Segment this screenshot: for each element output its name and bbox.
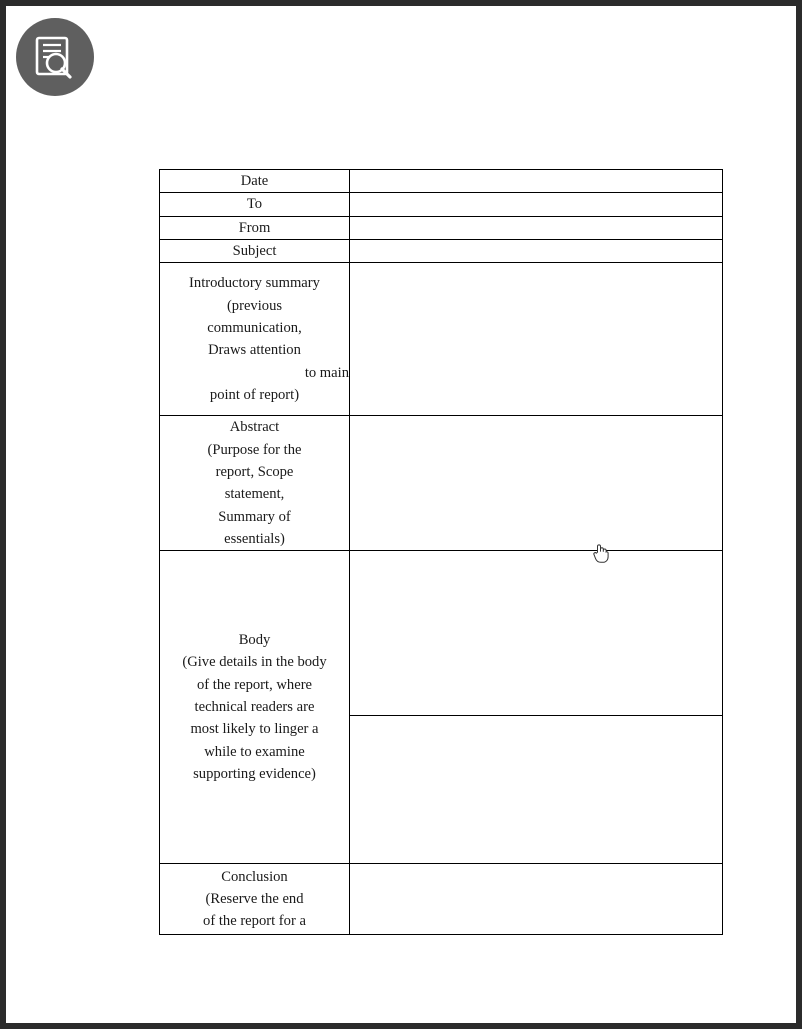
label-line: Introductory summary — [189, 275, 320, 292]
label-line: most likely to linger a — [190, 721, 319, 738]
row-value-body-lower[interactable] — [350, 716, 723, 864]
table-row — [160, 416, 723, 551]
row-value-conclusion[interactable] — [350, 864, 723, 935]
row-label-conclusion — [160, 864, 350, 935]
label-line: (Give details in the body — [182, 654, 327, 671]
table-row — [160, 239, 723, 262]
label-line: Subject — [232, 242, 277, 259]
row-value-to[interactable] — [350, 193, 723, 216]
label-line: Summary of — [218, 508, 291, 525]
label-line: Date — [240, 173, 269, 189]
label-line: Conclusion — [221, 868, 288, 885]
table-row — [160, 216, 723, 239]
row-label-introductory-summary — [160, 263, 350, 416]
label-line: To — [246, 196, 263, 213]
row-value-introductory-summary[interactable] — [350, 263, 723, 416]
row-label-date — [160, 170, 350, 193]
row-label-abstract — [160, 416, 350, 551]
document-search-icon[interactable] — [16, 18, 94, 96]
label-line: to main — [304, 364, 349, 381]
label-line: From — [238, 219, 271, 236]
row-label-subject — [160, 239, 350, 262]
label-line: (Reserve the end — [205, 891, 304, 908]
label-line: point of report) — [209, 386, 300, 403]
label-line: (Purpose for the — [207, 441, 302, 458]
row-label-from — [160, 216, 350, 239]
label-line: of the report, where — [196, 676, 313, 693]
table-row — [160, 263, 723, 416]
label-line: Abstract — [229, 419, 280, 436]
label-line: while to examine — [204, 743, 305, 760]
report-table — [159, 169, 723, 935]
table-row — [160, 551, 723, 716]
row-value-from[interactable] — [350, 216, 723, 239]
report-template-table — [159, 169, 722, 935]
document-page — [6, 6, 796, 1023]
table-row — [160, 193, 723, 216]
row-value-body-upper[interactable] — [350, 551, 723, 716]
row-value-subject[interactable] — [350, 239, 723, 262]
label-line: of the report for a — [203, 913, 306, 930]
table-row — [160, 170, 723, 193]
label-line: communication, — [207, 319, 302, 336]
label-line: essentials) — [224, 530, 285, 547]
label-line: technical readers are — [194, 699, 315, 716]
label-line: statement, — [224, 486, 285, 503]
label-line: supporting evidence) — [193, 766, 316, 783]
label-line: Body — [238, 632, 271, 649]
row-label-body — [160, 551, 350, 864]
row-value-date[interactable] — [350, 170, 723, 193]
label-line: (previous — [226, 297, 283, 314]
label-line: report, Scope — [215, 463, 294, 480]
row-value-abstract[interactable] — [350, 416, 723, 551]
row-label-to — [160, 193, 350, 216]
label-line: Draws attention — [208, 342, 301, 359]
table-row — [160, 864, 723, 935]
